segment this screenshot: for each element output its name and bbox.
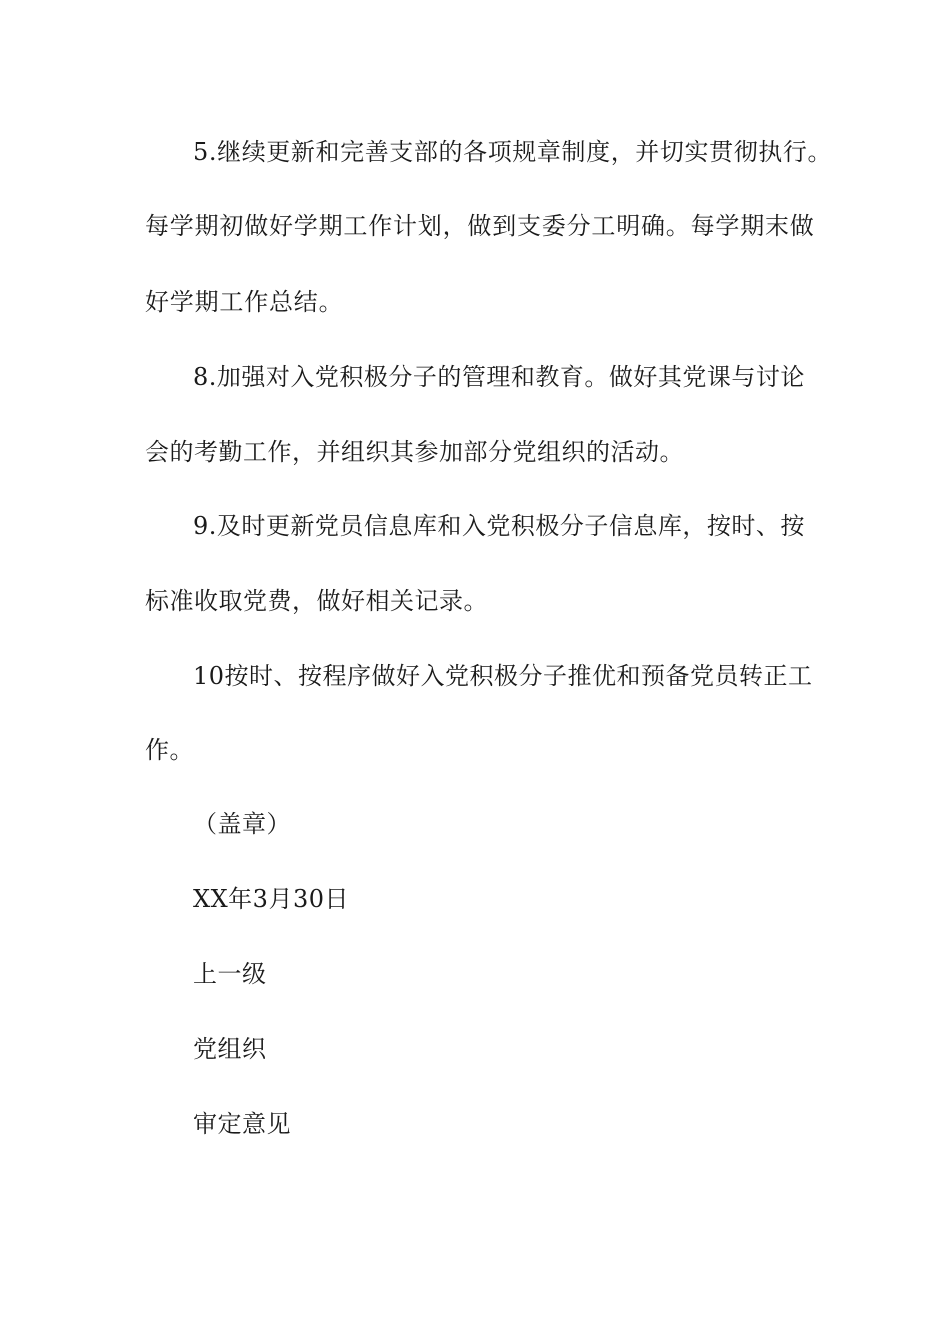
paragraph-9-line-1: 9.及时更新党员信息库和入党积极分子信息库，按时、按 [193,512,805,540]
paragraph-8-line-2: 会的考勤工作，并组织其参加部分党组织的活动。 [145,438,684,466]
paragraph-10-line-2: 作。 [145,736,194,764]
seal-text: （盖章） [193,810,291,838]
paragraph-5-line-1: 5.继续更新和完善支部的各项规章制度，并切实贯彻执行。 [193,138,833,166]
paragraph-8-line-1: 8.加强对入党积极分子的管理和教育。做好其党课与讨论 [193,363,805,391]
paragraph-5-line-2: 每学期初做好学期工作计划，做到支委分工明确。每学期末做 [145,212,815,240]
approval-label-party-org: 党组织 [193,1035,267,1063]
approval-label-opinion: 审定意见 [193,1110,291,1138]
paragraph-5-line-3: 好学期工作总结。 [145,288,344,316]
approval-label-superior: 上一级 [193,960,267,988]
paragraph-9-line-2: 标准收取党费，做好相关记录。 [145,587,488,615]
paragraph-10-line-1: 10按时、按程序做好入党积极分子推优和预备党员转正工 [193,662,813,690]
date-text: XX年3月30日 [193,885,349,913]
